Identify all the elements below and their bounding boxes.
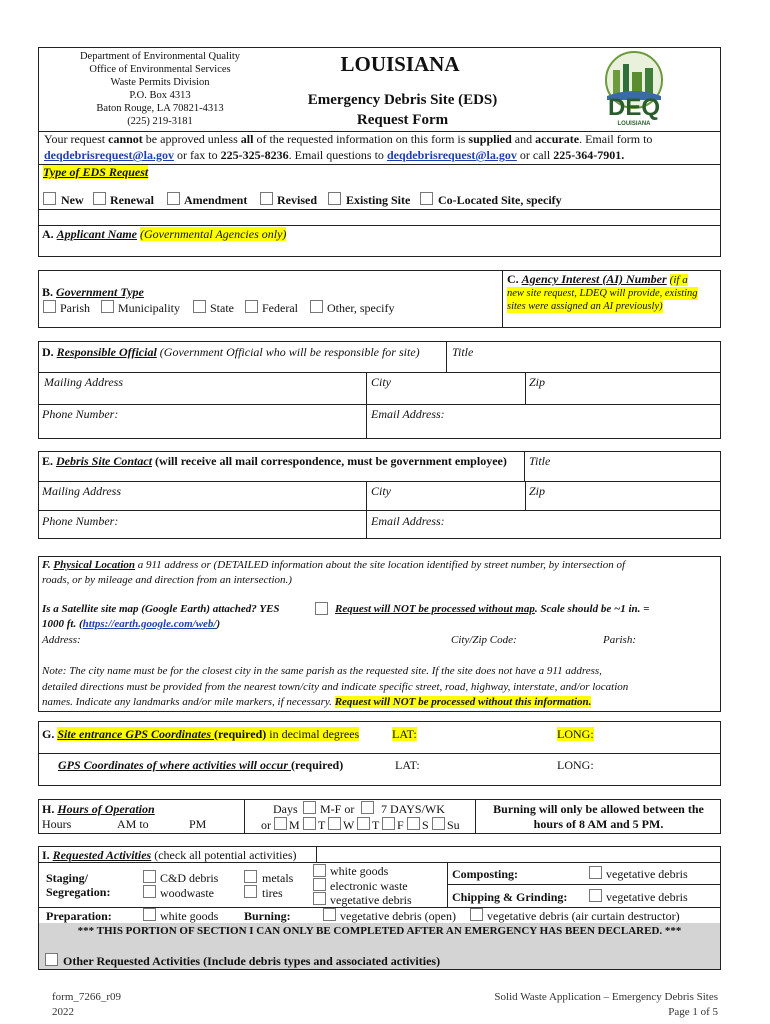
- divider: [446, 341, 447, 373]
- page-number: Page 1 of 5: [668, 1006, 718, 1018]
- parish-label: Parish: [60, 301, 90, 315]
- federal-label: Federal: [262, 301, 298, 315]
- section-title: Requested Activities: [52, 848, 152, 862]
- hours-label: Hours: [42, 817, 72, 831]
- form-title: Emergency Debris Site (EDS): [307, 92, 498, 108]
- seven-days-label: 7 DAYS/WK: [381, 802, 445, 816]
- intro-text: Your request: [44, 132, 109, 146]
- location-note: [42, 696, 591, 709]
- composting-veg-label: vegetative debris: [606, 867, 688, 881]
- deq-logo: [601, 50, 667, 130]
- mailing-address-label: Mailing Address: [44, 375, 124, 389]
- dept-address: [60, 50, 260, 128]
- section-letter: E.: [42, 454, 54, 468]
- long-label: LONG:: [557, 727, 594, 741]
- burning-note: hours of 8 AM and 5 PM.: [533, 817, 664, 831]
- day-label: W: [343, 818, 355, 832]
- logo-text: DEQ: [607, 94, 660, 121]
- divider: [525, 481, 526, 511]
- other-activities-label: Other Requested Activities (Include debris types and associated activities): [63, 954, 441, 968]
- divider: [38, 481, 721, 482]
- cityzip-label: City/Zip Code:: [451, 634, 517, 646]
- section-h-label: [42, 802, 155, 816]
- emergency-note: *** THIS PORTION OF SECTION I CAN ONLY BE COMPLETED AFTER AN EMERGENCY HAS BEEN DECLARED. ***: [77, 925, 682, 937]
- day-checkbox-s[interactable]: [407, 817, 420, 830]
- revised-label: Revised: [277, 193, 317, 207]
- location-note: detailed directions must be provided from the nearest town/city and indicate specific street, road, highway, interstate, and/or location: [42, 681, 629, 693]
- chipping-veg-label: vegetative debris: [606, 890, 688, 904]
- section-c-label: [507, 272, 688, 287]
- email-link[interactable]: deqdebrisrequest@la.gov: [386, 148, 517, 162]
- day-checkbox-w[interactable]: [328, 817, 341, 830]
- eds-type-title: Type of EDS Request: [43, 165, 149, 179]
- scale-text: ): [216, 618, 221, 630]
- intro-text: . Email form to: [579, 132, 653, 146]
- city-label: City: [371, 484, 391, 498]
- day-label: M: [289, 818, 300, 832]
- dept-line: (225) 219-3181: [127, 116, 193, 127]
- preparation-label: Preparation:: [46, 909, 112, 923]
- burn-open-checkbox[interactable]: [323, 908, 336, 921]
- municipality-label: Municipality: [118, 301, 180, 315]
- phone-label: Phone Number:: [42, 407, 119, 421]
- new-checkbox[interactable]: [43, 192, 56, 205]
- ewaste-checkbox[interactable]: [313, 878, 326, 891]
- section-title: Site entrance GPS Coordinates: [57, 727, 215, 741]
- intro-text: all: [240, 132, 254, 146]
- chipping-veg-checkbox[interactable]: [589, 889, 602, 902]
- state-checkbox[interactable]: [193, 300, 206, 313]
- email-link[interactable]: deqdebrisrequest@la.gov: [44, 148, 174, 162]
- white-goods-label: white goods: [330, 864, 389, 878]
- day-checkbox-su[interactable]: [432, 817, 445, 830]
- section-title: Responsible Official: [56, 345, 157, 359]
- woodwaste-label: woodwaste: [160, 886, 214, 900]
- municipality-checkbox[interactable]: [101, 300, 114, 313]
- burn-open-label: vegetative debris (open): [340, 909, 456, 923]
- satellite-warning: [335, 603, 649, 616]
- composting-veg-checkbox[interactable]: [589, 866, 602, 879]
- burn-curtain-label: vegetative debris (air curtain destructor): [487, 909, 680, 923]
- section-c-note: new site request, LDEQ will provide, existing: [507, 288, 698, 299]
- section-f-label: [42, 559, 625, 572]
- renewal-checkbox[interactable]: [93, 192, 106, 205]
- divider: [38, 510, 721, 511]
- state-label: State: [210, 301, 234, 315]
- section-i-label: [42, 848, 297, 862]
- new-label: New: [61, 193, 84, 207]
- section-letter: C.: [507, 272, 519, 286]
- location-note: Note: The city name must be for the closest city in the same parish as the requested site. If the site does not have a 911 address,: [42, 665, 602, 677]
- day-checkbox-m[interactable]: [274, 817, 287, 830]
- mf-label: M-F or: [320, 802, 355, 816]
- intro-line-1: [44, 132, 652, 146]
- divider: [366, 372, 367, 439]
- note-text: names. Indicate any landmarks and/or mile markers, if necessary.: [42, 696, 335, 708]
- prep-white-goods-label: white goods: [160, 909, 219, 923]
- day-label: T: [372, 818, 380, 832]
- zip-label: Zip: [529, 375, 546, 389]
- intro-text: accurate: [535, 132, 580, 146]
- day-label: S: [422, 818, 429, 832]
- section-a-label: [42, 227, 286, 241]
- email-label: Email Address:: [371, 514, 445, 528]
- section-title: Agency Interest (AI) Number: [521, 272, 667, 286]
- section-g-label: [42, 727, 359, 741]
- section-title: Government Type: [56, 285, 144, 299]
- satellite-question-text: Is a Satellite site map (Google Earth) attached? YES: [42, 603, 280, 615]
- dept-line: Office of Environmental Services: [89, 64, 231, 75]
- satellite-scale: [42, 618, 220, 631]
- renewal-label: Renewal: [110, 193, 154, 207]
- section-title: Hours of Operation: [57, 802, 155, 816]
- intro-text: . Email questions to: [288, 148, 387, 162]
- divider: [525, 372, 526, 404]
- section-note: (Governmental Agencies only): [140, 227, 287, 241]
- section-letter: A.: [42, 227, 54, 241]
- section-letter: H.: [42, 802, 55, 816]
- cd-debris-label: C&D debris: [160, 871, 219, 885]
- ewaste-label: electronic waste: [330, 879, 408, 893]
- intro-text: cannot: [108, 132, 143, 146]
- section-letter: I.: [42, 848, 50, 862]
- divider: [244, 799, 245, 834]
- form-year: 2022: [52, 1006, 74, 1018]
- veg-debris-label: vegetative debris: [330, 893, 412, 907]
- tires-checkbox[interactable]: [244, 885, 257, 898]
- composting-label: Composting:: [452, 867, 519, 881]
- intro-text: or fax to: [173, 148, 221, 162]
- revised-checkbox[interactable]: [260, 192, 273, 205]
- divider: [38, 404, 721, 405]
- intro-line-2: [44, 148, 624, 162]
- section-note: (will receive all mail correspondence, must be government employee): [155, 454, 507, 468]
- gps-activities-label: [58, 758, 343, 772]
- colocated-label: Co-Located Site, specify: [438, 193, 562, 207]
- section-letter: G.: [42, 727, 55, 741]
- section-desc: a 911 address or (DETAILED information about the site location identified by street number, by intersection of: [135, 559, 626, 571]
- days-label: Days: [273, 802, 298, 816]
- section-title: Physical Location: [53, 559, 135, 571]
- title-field-label: Title: [452, 345, 474, 359]
- phone-label: Phone Number:: [42, 514, 119, 528]
- burning-label: Burning:: [244, 909, 291, 923]
- section-note: in decimal degrees: [266, 727, 360, 741]
- day-label: Su: [447, 818, 460, 832]
- long-label: LONG:: [557, 758, 594, 772]
- existing-site-label: Existing Site: [346, 193, 411, 207]
- chipping-label: Chipping & Grinding:: [452, 890, 568, 904]
- section-note: (if a: [669, 274, 688, 286]
- white-goods-checkbox[interactable]: [313, 864, 326, 877]
- burning-note: Burning will only be allowed between the: [493, 802, 704, 816]
- google-earth-link[interactable]: https://earth.google.com/web/: [82, 618, 217, 630]
- section-letter: F.: [42, 559, 51, 571]
- day-label: T: [318, 818, 326, 832]
- staging-label: Segregation:: [46, 885, 111, 899]
- section-e-label: [42, 454, 507, 468]
- city-label: City: [371, 375, 391, 389]
- day-checkbox-t2[interactable]: [357, 817, 370, 830]
- form-subtitle: Request Form: [356, 112, 449, 128]
- amendment-label: Amendment: [184, 193, 248, 207]
- state-title: LOUISIANA: [340, 52, 460, 76]
- divider: [524, 451, 525, 482]
- prep-white-goods-checkbox[interactable]: [143, 908, 156, 921]
- eds-type-specify-field[interactable]: [38, 209, 721, 226]
- section-f-desc: roads, or by mileage and direction from an intersection.): [42, 574, 292, 586]
- seven-days-checkbox[interactable]: [361, 801, 374, 814]
- intro-text: .: [621, 148, 625, 162]
- veg-debris-checkbox[interactable]: [313, 892, 326, 905]
- address-label: Address:: [42, 634, 81, 646]
- zip-label: Zip: [529, 484, 546, 498]
- fax-number: 225-325-8236: [220, 148, 289, 162]
- section-d-label: [42, 345, 420, 359]
- divider: [38, 372, 721, 373]
- divider: [366, 481, 367, 539]
- colocated-checkbox[interactable]: [420, 192, 433, 205]
- intro-text: be approved unless: [142, 132, 241, 146]
- other-gov-label: Other, specify: [327, 301, 395, 315]
- title-field-label: Title: [529, 454, 551, 468]
- federal-checkbox[interactable]: [245, 300, 258, 313]
- dept-line: Waste Permits Division: [110, 77, 210, 88]
- divider: [38, 753, 721, 754]
- scale-text: . Scale should be ~1 in. =: [534, 603, 650, 615]
- am-text: AM to: [117, 817, 149, 831]
- divider: [502, 270, 503, 328]
- other-activities-checkbox[interactable]: [45, 953, 58, 966]
- staging-label: Staging/: [46, 871, 89, 885]
- warning-text: Request will NOT be processed without this information.: [334, 696, 592, 708]
- intro-text: or call: [516, 148, 554, 162]
- application-name: Solid Waste Application – Emergency Debris Sites: [494, 991, 718, 1003]
- lat-label: LAT:: [395, 758, 420, 772]
- section-note: (check all potential activities): [154, 848, 297, 862]
- day-checkbox-t[interactable]: [303, 817, 316, 830]
- intro-text: and: [511, 132, 536, 146]
- cd-debris-checkbox[interactable]: [143, 870, 156, 883]
- warning-text: Request will NOT be processed without map: [335, 603, 535, 615]
- dept-line: P.O. Box 4313: [129, 90, 191, 101]
- satellite-question: [42, 603, 280, 616]
- section-letter: D.: [42, 345, 54, 359]
- amendment-checkbox[interactable]: [167, 192, 180, 205]
- existing-site-checkbox[interactable]: [328, 192, 341, 205]
- metals-label: metals: [262, 871, 294, 885]
- lat-label: LAT:: [392, 727, 417, 741]
- other-gov-checkbox[interactable]: [310, 300, 323, 313]
- woodwaste-checkbox[interactable]: [143, 885, 156, 898]
- burn-curtain-checkbox[interactable]: [470, 908, 483, 921]
- parish-field-label: Parish:: [603, 634, 636, 646]
- mf-checkbox[interactable]: [303, 801, 316, 814]
- section-letter: B.: [42, 285, 54, 299]
- divider: [447, 884, 721, 885]
- day-checkbox-f[interactable]: [382, 817, 395, 830]
- scale-text: 1000 ft. (: [42, 618, 83, 630]
- dept-line: Baton Rouge, LA 70821-4313: [96, 103, 224, 114]
- intro-text: of the requested information on this form is: [253, 132, 469, 146]
- email-label: Email Address:: [371, 407, 445, 421]
- section-note: (Government Official who will be responsible for site): [159, 345, 420, 359]
- logo-sub: LOUISIANA: [617, 121, 651, 127]
- dept-line: Department of Environmental Quality: [79, 51, 241, 62]
- tires-label: tires: [262, 886, 283, 900]
- form-number: form_7266_r09: [52, 991, 122, 1003]
- parish-checkbox[interactable]: [43, 300, 56, 313]
- or-label: or: [261, 818, 271, 832]
- intro-text: supplied: [468, 132, 512, 146]
- required-text: (required): [291, 758, 344, 772]
- am-label: [117, 817, 149, 831]
- phone-number: 225-364-7901: [553, 148, 622, 162]
- satellite-yes-checkbox[interactable]: [315, 602, 328, 615]
- required-text: (required): [214, 727, 267, 741]
- day-label: F: [397, 818, 404, 832]
- section-title: GPS Coordinates of where activities will occur: [58, 758, 291, 772]
- section-title: Debris Site Contact: [56, 454, 153, 468]
- pm-label: PM: [189, 817, 207, 831]
- section-title: Applicant Name: [56, 227, 138, 241]
- section-b-label: [42, 285, 144, 299]
- metals-checkbox[interactable]: [244, 870, 257, 883]
- section-c-note: sites were assigned an AI previously): [507, 301, 663, 312]
- divider: [316, 846, 317, 863]
- mailing-address-label: Mailing Address: [42, 484, 122, 498]
